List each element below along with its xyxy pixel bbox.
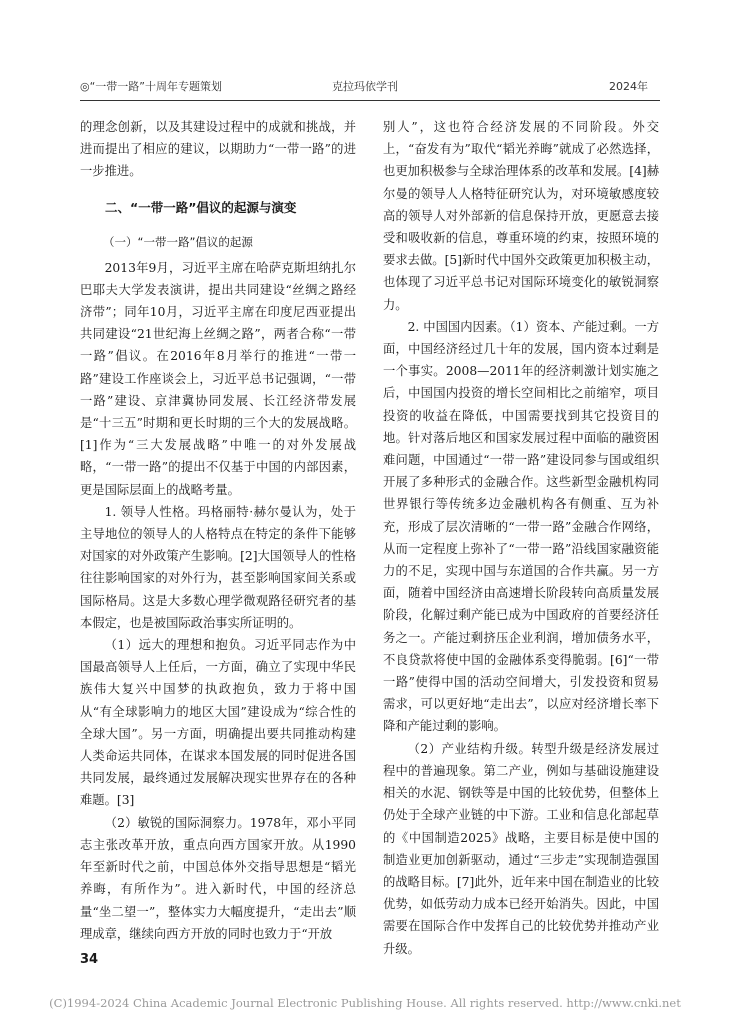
subsection-heading: （一）“一带一路”倡议的起源 <box>103 234 253 249</box>
right-column <box>383 116 659 960</box>
intro-paragraph: 的理念创新，以及其建设过程中的成就和挑战，并进而提出了相应的建议，以期助力“一带一路”的进一步推进。 <box>80 120 356 179</box>
page-number: 34 <box>80 952 99 967</box>
paragraph-leader-personality: 1. 领导人性格。玛格丽特·赫尔曼认为，处于主导地位的领导人的人格特点在特定的条件下能够对国家的对外政策产生影响。[2]大国领导人的性格往往影响国家的对外行为，甚至影响国家间关系或国际格局。这是大多数心理学微观路径研究者的基本假定，也是被国际政治事实所证明的。 <box>80 504 356 630</box>
header-rule <box>80 100 660 101</box>
paragraph-industrial-upgrade: （2）产业结构升级。转型升级是经济发展过程中的普遍现象。第二产业，例如与基础设施建设相关的水泥、钢铁等是中国的比较优势，但整体上仍处于全球产业链的中下游。工业和信息化部起草的《中国制造2025》战略，主要目标是使中国的制造业更加创新驱动，通过“三步走”实现制造强国的战略目标。[7]此外，近年来中国在制造业的比较优势，如低劳动力成本已经开始消失。因此，中国需要在国际合作中发挥自己的比较优势并推动产业升级。 <box>383 741 659 956</box>
paragraph-domestic-factors: 2. 中国国内因素。（1）资本、产能过剩。一方面，中国经济经过几十年的发展，国内资本过剩是一个事实。2008—2011年的经济刺激计划实施之后，中国国内投资的增长空间相比之前缩窄，项目投资的收益在降低，中国需要找到其它投资目的地。针对落后地区和国家发展过程中面临的融资困难问题，中国通过“一带一路”建设同参与国或组织开展了多种形式的金融合作。这些新型金融机构同世界银行等传统多边金融机构各有侧重、互为补充，形成了层次清晰的“一带一路”金融合作网络，从而一定程度上弥补了“一带一路”沿线国家融资能力的不足，实现中国与东道国的合作共赢。另一方面，随着中国经济由高速增长阶段转向高质量发展阶段，化解过剩产能已成为中国政府的首要经济任务之一。产能过剩挤压企业利润，增加债务水平，不良贷款将使中国的金融体系变得脆弱。[6]“一带一路”使得中国的活动空间增大，引发投资和贸易需求，可以更好地“走出去”，以应对经济增长率下降和产能过剩的影响。 <box>383 319 659 734</box>
paragraph-origin: 2013年9月，习近平主席在哈萨克斯坦纳扎尔巴耶夫大学发表演讲，提出共同建设“丝绸之路经济带”；同年10月，习近平主席在印度尼西亚提出共同建设“21世纪海上丝绸之路”，两者合称“一带一路”倡议。在2016年8月举行的推进“一带一路”建设工作座谈会上，习近平总书记强调，“一带一路”建设、京津冀协同发展、长江经济带发展是“十三五”时期和更长时期的三个大的发展战略。[1]作为“三大发展战略”中唯一的对外发展战略，“一带一路”的提出不仅基于中国的内部因素，更是国际层面上的战略考量。 <box>80 260 356 497</box>
copyright-footer: (C)1994-2024 China Academic Journal Electronic Publishing House. All rights reserved. http://www.cnki.net <box>49 996 681 1010</box>
section-heading: 二、“一带一路”倡议的起源与演变 <box>105 199 297 215</box>
paragraph-insight: （2）敏锐的国际洞察力。1978年，邓小平同志主张改革开放，重点向西方国家开放。从1990年至新时代之前，中国总体外交指导思想是“韬光养晦，有所作为”。进入新时代，中国的经济总量“坐二望一”，整体实力大幅度提升，“走出去”顺理成章，继续向西方开放的同时也致力于“开放 <box>80 815 356 941</box>
running-header-year: 2024年 <box>609 80 648 93</box>
running-header-left: ◎“一带一路”十周年专题策划 <box>80 80 222 93</box>
left-column <box>80 116 356 945</box>
paragraph-ambition: （1）远大的理想和抱负。习近平同志作为中国最高领导人上任后，一方面，确立了实现中华民族伟大复兴中国梦的执政抱负，致力于将中国从“有全球影响力的地区大国”建设成为“综合性的全球大国”。另一方面，明确提出要共同推动构建人类命运共同体，在谋求本国发展的同时促进各国共同发展，最终通过发展解决现实世界存在的各种难题。[3] <box>80 638 356 808</box>
running-header-journal: 克拉玛依学刊 <box>332 80 398 93</box>
paragraph-continued: 别人”，这也符合经济发展的不同阶段。外交上，“奋发有为”取代“韬光养晦”就成了必然选择，也更加积极参与全球治理体系的改革和发展。[4]赫尔曼的领导人人格特征研究认为，对环境敏感度较高的领导人对外部新的信息保持开放，更愿意去接受和吸收新的信息，尊重环境的约束，按照环境的要求去做。[5]新时代中国外交政策更加积极主动，也体现了习近平总书记对国际环境变化的敏锐洞察力。 <box>383 120 659 312</box>
